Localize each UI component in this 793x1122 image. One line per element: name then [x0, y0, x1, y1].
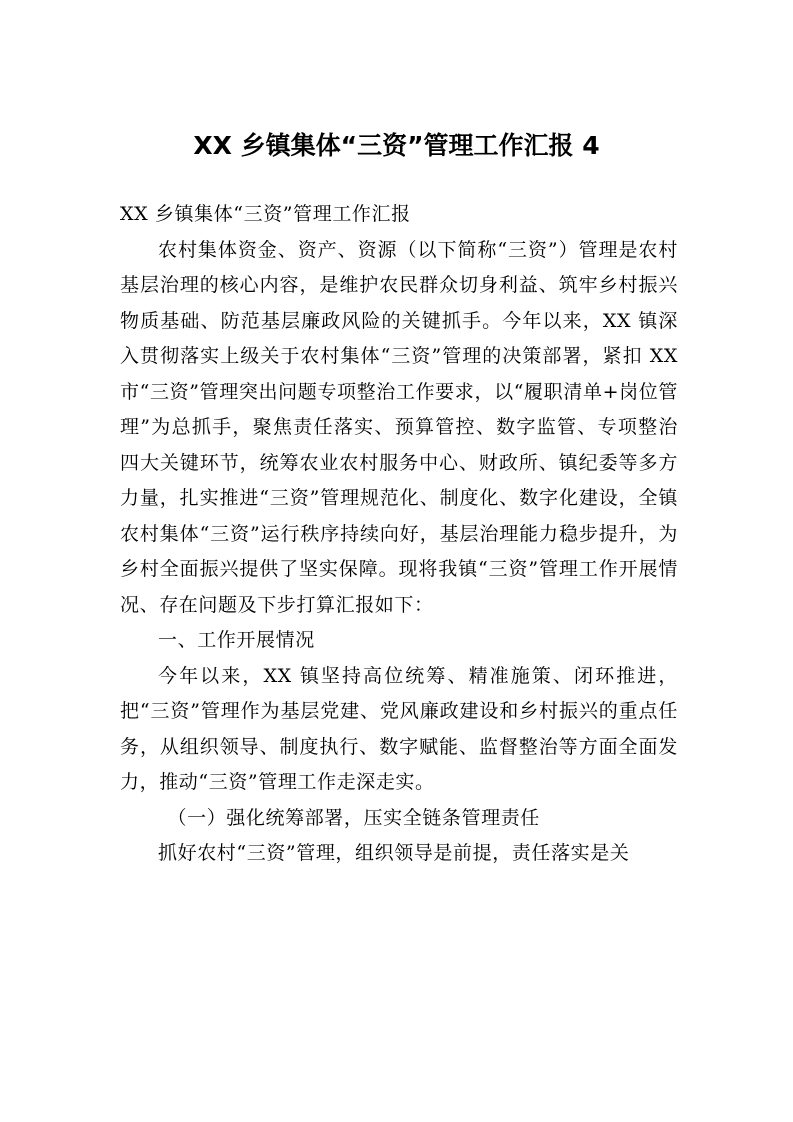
subsection-paragraph: 抓好农村“三资”管理，组织领导是前提，责任落实是关	[158, 842, 630, 864]
document-subtitle: XX 乡镇集体“三资”管理工作汇报	[120, 203, 411, 225]
document-body	[120, 197, 678, 872]
subsection-heading: （一）强化统筹部署，压实全链条管理责任	[167, 806, 540, 829]
intro-paragraph: 农村集体资金、资产、资源（以下简称“三资”）管理是农村基层治理的核心内容，是维护农民群众切身利益、筑牢乡村振兴物质基础、防范基层廉政风险的关键抓手。今年以来，XX 镇深入贯彻落实上级关于农村集体“三资”管理的决策部署，紧扣 XX 市“三资”管理突出问题专项整治工作要求，以“履职清单+岗位管理”为总抓手，聚焦责任落实、预算管控、数字监管、专项整治四大关键环节，统筹农业农村服务中心、财政所、镇纪委等多方力量，扎实推进“三资”管理规范化、制度化、数字化建设，全镇农村集体“三资”运行秩序持续向好，基层治理能力稳步提升，为乡村全面振兴提供了坚实保障。现将我镇“三资”管理工作开展情况、存在问题及下步打算汇报如下：	[120, 238, 678, 616]
section-paragraph: 今年以来，XX 镇坚持高位统筹、精准施策、闭环推进，把“三资”管理作为基层党建、党风廉政建设和乡村振兴的重点任务，从组织领导、制度执行、数字赋能、监督整治等方面全面发力，推动“三资”管理工作走深走实。	[120, 664, 678, 793]
document-title: XX 乡镇集体“三资”管理工作汇报 4	[193, 131, 600, 160]
section-heading: 一、工作开展情况	[158, 629, 315, 651]
